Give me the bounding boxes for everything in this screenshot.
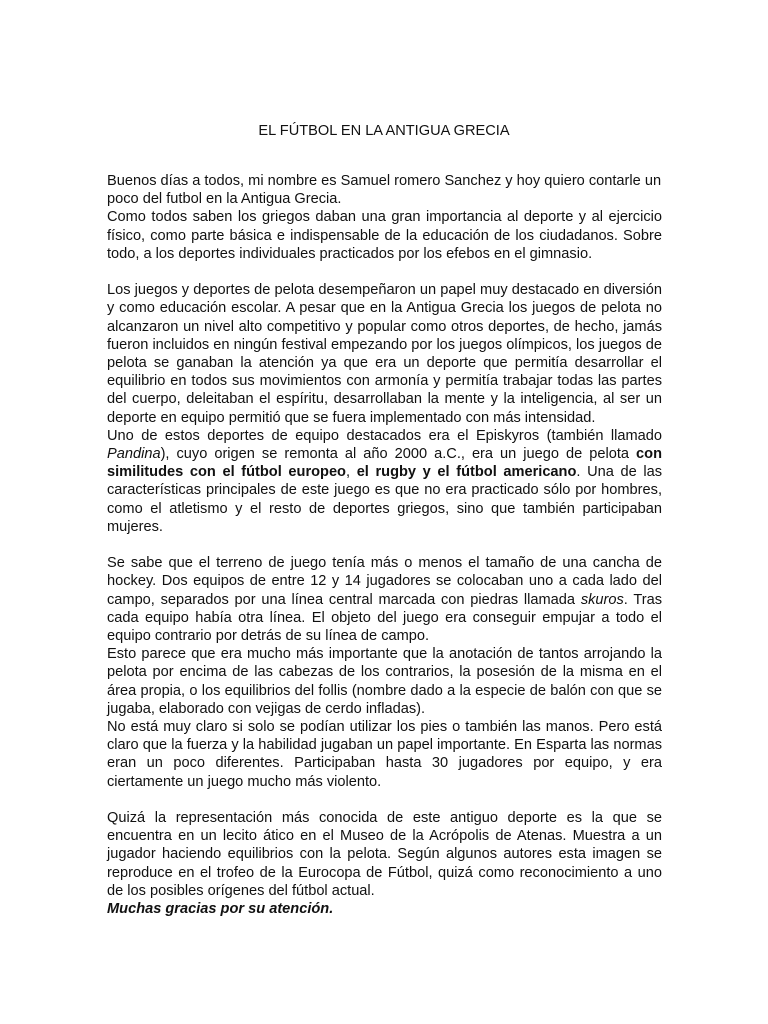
closing-line bbox=[107, 900, 662, 918]
paragraph-spacer bbox=[107, 791, 662, 809]
text-run: ), cuyo origen se remonta al año 2000 a.C., era un juego de pelota bbox=[160, 446, 637, 463]
bold-phrase-rugby-futbol-americano: el rugby y el fútbol americano bbox=[356, 464, 577, 481]
document-body bbox=[107, 172, 662, 918]
document-title: EL FÚTBOL EN LA ANTIGUA GRECIA bbox=[258, 123, 510, 139]
paragraph-ball-games: Los juegos y deportes de pelota desempeñaron un papel muy destacado en diversión y como educación escolar. A pesar que en la Antigua Grecia los juegos de pelota no alcanzaron un nivel alto competitivo y popular como otros deportes, de hecho, jamás fueron incluidos en ningún festival empezando por los juegos olímpicos, los juegos de pelota se ganaban la atención ya que era un deporte que permitía desarrollar el equilibrio en todos sus movimientos con armonía y permitía trabajar todas las partes del cuerpo, deleitaban el espíritu, desarrollaban la mente y la inteligencia, al ser un deporte en equipo permitió que se fuera implementado con más intensidad. bbox=[107, 282, 662, 426]
italic-term-skuros: skuros bbox=[580, 591, 624, 608]
text-run: . Tras cada equipo había otra línea. El objeto del juego era conseguir empujar a todo el equipo contrario por detrás de su línea de campo. bbox=[107, 591, 662, 645]
text-run: , bbox=[345, 464, 357, 481]
paragraph-greek-sports: Como todos saben los griegos daban una gran importancia al deporte y al ejercicio físico, como parte básica e indispensable de la educación de los ciudadanos. Sobre todo, a los deportes individuales practicados por los efebos en el gimnasio. bbox=[107, 209, 662, 262]
paragraph-representation: Quizá la representación más conocida de este antiguo deporte es la que se encuentra en un lecito ático en el Museo de la Acrópolis de Atenas. Muestra a un jugador haciendo equilibrios con la pelota. Según algunos autores esta imagen se reproduce en el trofeo de la Eurocopa de Fútbol, quizá como reconocimiento a uno de los posibles orígenes del fútbol actual. bbox=[107, 810, 662, 899]
paragraph-spacer bbox=[107, 536, 662, 554]
italic-term-pandina: Pandina bbox=[107, 446, 161, 463]
text-run: Se sabe que el terreno de juego tenía más o menos el tamaño de una cancha de hockey. Dos equipos de entre 12 y 14 jugadores se colocaban uno a cada lado del campo, separados por una línea central marcada con piedras llamada bbox=[107, 555, 662, 608]
paragraph-scoring: Esto parece que era mucho más importante que la anotación de tantos arrojando la pelota por encima de las cabezas de los contrarios, la posesión de la misma en el área propia, o los equilibrios del follis (nombre dado a la especie de balón con que se jugaba, elaborado con vejigas de cerdo infladas). bbox=[107, 646, 662, 717]
text-run: Uno de estos deportes de equipo destacados era el Episkyros (también llamado bbox=[107, 427, 662, 444]
bold-phrase-futbol-europeo: con similitudes con el fútbol europeo bbox=[107, 446, 662, 481]
paragraph-rules: No está muy claro si solo se podían utilizar los pies o también las manos. Pero está claro que la fuerza y la habilidad jugaban un papel importante. En Esparta las normas eran un poco diferentes. Participaban hasta 30 jugadores por equipo, y era ciertamente un juego mucho más violento. bbox=[107, 719, 662, 790]
paragraph-playing-field bbox=[107, 554, 662, 645]
paragraph-episkyros bbox=[107, 427, 662, 536]
closing-text: Muchas gracias por su atención. bbox=[107, 901, 334, 918]
text-run: . Una de las características principales de este juego es que no era practicado sólo por hombres, como el atletismo y el resto de deportes griegos, sino que también participaban mujeres. bbox=[107, 464, 663, 535]
paragraph-spacer bbox=[107, 263, 662, 281]
paragraph-greeting: Buenos días a todos, mi nombre es Samuel romero Sanchez y hoy quiero contarle un poco del futbol en la Antigua Grecia. bbox=[107, 173, 662, 208]
